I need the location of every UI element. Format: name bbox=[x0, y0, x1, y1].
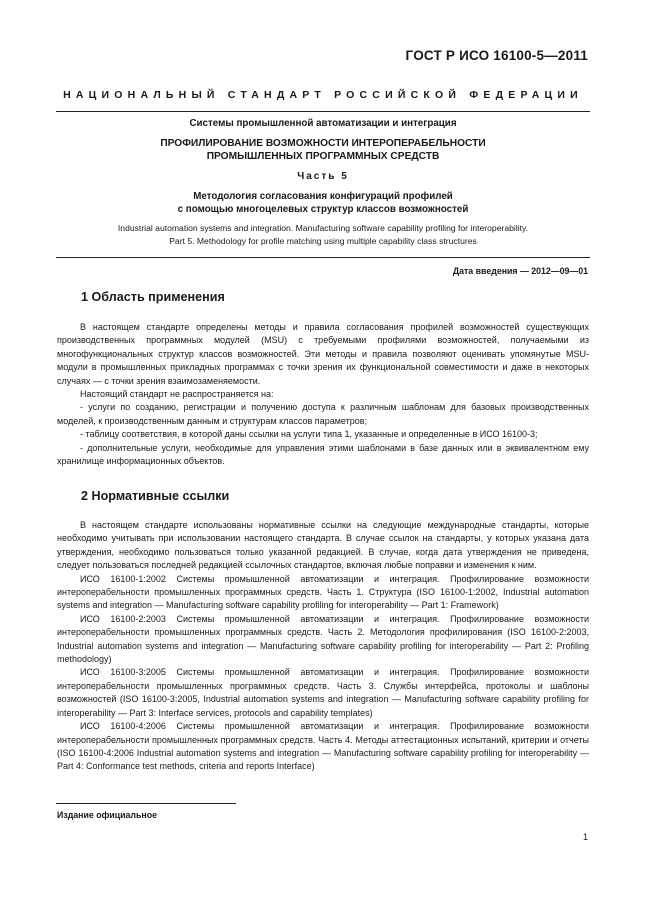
title-subtitle: Системы промышленной автоматизации и интеграция bbox=[189, 118, 457, 129]
section-2-body bbox=[57, 519, 589, 774]
title-methodology-line-1: Методология согласования конфигураций профилей bbox=[193, 191, 453, 202]
title-english-line-2: Part 5. Methodology for profile matching using multiple capability class structures bbox=[169, 236, 477, 246]
section-2-paragraph: В настоящем стандарте использованы нормативные ссылки на следующие международные стандарты, которые необходимо учитывать при использовании настоящего стандарта. В случае ссылок на стандарты, у которых указана дата утверждения, необходимо пользоваться только указанной редакцией. В случае, когда дата утверждения не приведена, следует пользоваться последней редакцией ссылочных стандартов, включая любые поправки и изменения к ним. bbox=[57, 520, 589, 571]
national-standard-banner: НАЦИОНАЛЬНЫЙ СТАНДАРТ РОССИЙСКОЙ ФЕДЕРАЦИИ bbox=[63, 89, 583, 101]
footer-rule bbox=[56, 803, 236, 804]
title-bottom-rule bbox=[56, 257, 590, 258]
section-1-list-item: - услуги по созданию, регистрации и получению доступа к различным шаблонам для базовых производственных моделей, к производственным данным и структурам классов параметров; bbox=[57, 402, 589, 426]
reference-entry: ИСО 16100-2:2003 Системы промышленной автоматизации и интеграция. Профилирование возможности интероперабельности промышленных программных средств. Часть 2. Методология профилирования (ISO 16100-2:2003, Industrial automation systems and integration — Manufacturing software capability profiling for interoperability — Part 2: Profiling methodology) bbox=[57, 613, 589, 665]
section-1-heading: 1 Область применения bbox=[81, 290, 225, 304]
reference-entry: ИСО 16100-3:2005 Системы промышленной автоматизации и интеграция. Профилирование возможности интероперабельности промышленных программных средств. Часть 3. Службы интерфейса, протоколы и шаблоны возможностей (ISO 16100-3:2005, Industrial automation systems and integration — Manufacturing software capability profiling for interoperability — Part 3: Interface services, protocols and capability templates) bbox=[57, 667, 589, 718]
title-top-rule bbox=[56, 111, 590, 112]
section-2-heading: 2 Нормативные ссылки bbox=[81, 489, 230, 503]
page-number: 1 bbox=[582, 832, 588, 842]
title-english-line-1: Industrial automation systems and integration. Manufacturing software capability profiling for interoperability. bbox=[117, 223, 529, 233]
introduction-date: Дата введения — 2012—09—01 bbox=[452, 266, 588, 276]
section-1-body bbox=[57, 321, 589, 468]
official-edition-note: Издание официальное bbox=[57, 810, 157, 820]
document-id: ГОСТ Р ИСО 16100-5—2011 bbox=[405, 48, 588, 63]
title-part: Часть 5 bbox=[297, 171, 349, 182]
reference-entry: ИСО 16100-1:2002 Системы промышленной автоматизации и интеграция. Профилирование возможности интероперабельности промышленных программных средств. Часть 1. Структура (ISO 16100-1:2002, Industrial automation systems and integration — Manufacturing software capability profiling for interoperability — Part 1: Framework) bbox=[57, 573, 589, 611]
section-1-paragraph: Настоящий стандарт не распространяется на: bbox=[80, 389, 274, 400]
section-1-list-item: - дополнительные услуги, необходимые для управления этими шаблонами в базе данных или в эквивалентном ему хранилище информационных объектов. bbox=[57, 442, 589, 467]
title-main-line-1: ПРОФИЛИРОВАНИЕ ВОЗМОЖНОСТИ ИНТЕРОПЕРАБЕЛЬНОСТИ bbox=[160, 138, 486, 149]
title-main-line-2: ПРОМЫШЛЕННЫХ ПРОГРАММНЫХ СРЕДСТВ bbox=[206, 151, 440, 162]
title-methodology-line-2: с помощью многоцелевых структур классов возможностей bbox=[177, 204, 469, 215]
reference-entry: ИСО 16100-4:2006 Системы промышленной автоматизации и интеграция. Профилирование возможности интероперабельности промышленных программных средств. Часть 4. Методы аттестационных испытаний, критерии и отчеты (ISO 16100-4:2006 Industrial automation systems and integration — Manufacturing software capability profiling for interoperability — Part 4: Conformance test methods, criteria and reports Interface) bbox=[57, 721, 589, 772]
section-1-paragraph: В настоящем стандарте определены методы и правила согласования профилей возможностей существующих производственных программных модулей (MSU) с требуемыми профилями возможностей, получаемыми из многофункциональных структур классов возможностей. Эти методы и правила позволяют оценивать упомянутые MSU-модули в промышленных прикладных программах с точки зрения их функциональной совместимости и даже в некоторых случаях — с точки зрения взаимозаменяемости. bbox=[57, 322, 589, 386]
section-1-list-item: - таблицу соответствия, в которой даны ссылки на услуги типа 1, указанные и определенные в ИСО 16100-3; bbox=[80, 429, 538, 440]
